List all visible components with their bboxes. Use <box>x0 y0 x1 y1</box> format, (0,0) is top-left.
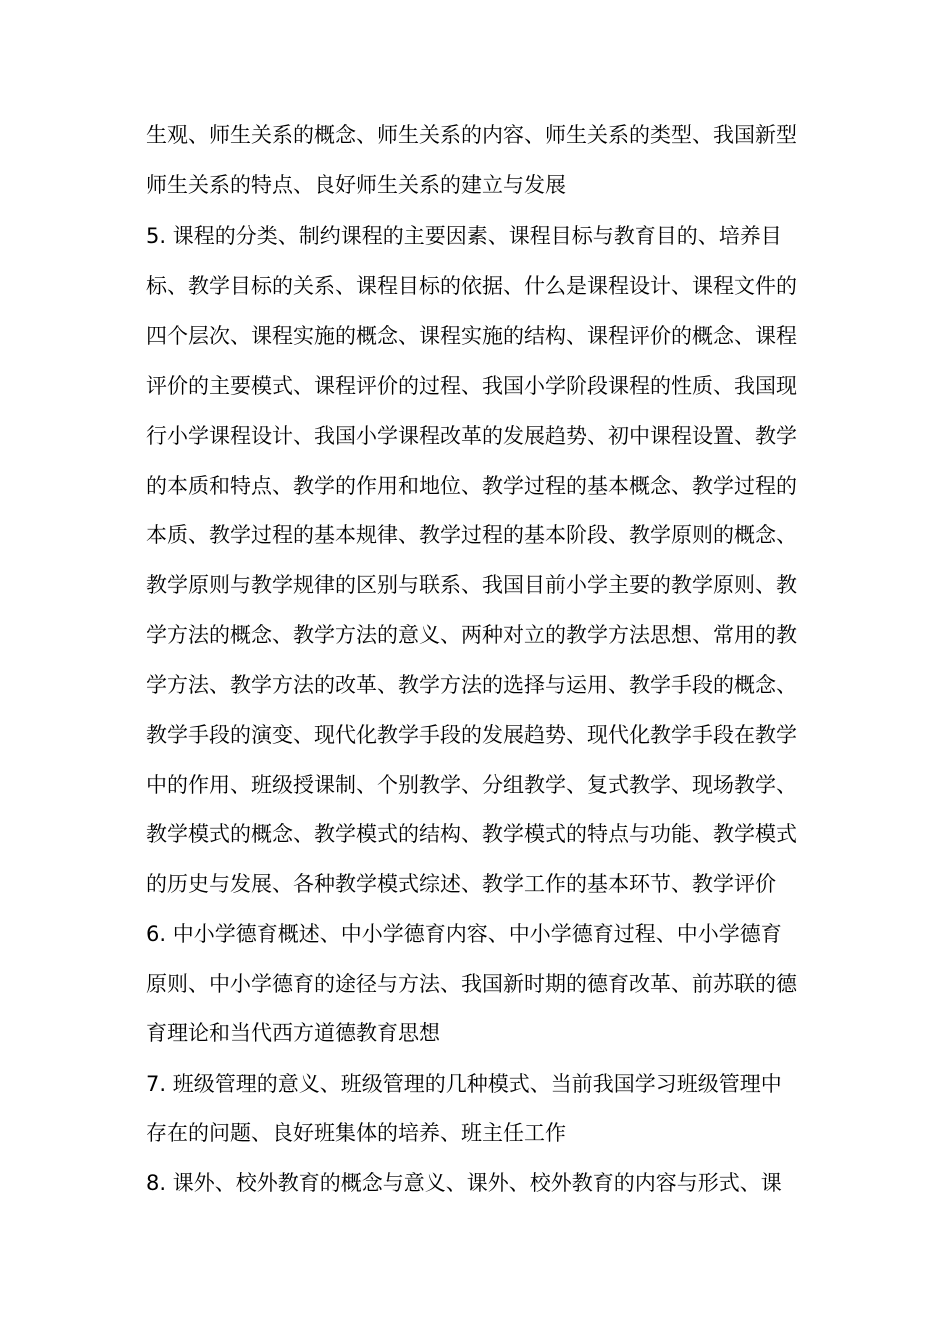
text-line: 7. 班级管理的意义、班级管理的几种模式、当前我国学习班级管理中 <box>146 1072 782 1096</box>
text-line: 的历史与发展、各种教学模式综述、教学工作的基本环节、教学评价 <box>146 872 776 896</box>
text-line: 8. 课外、校外教育的概念与意义、课外、校外教育的内容与形式、课 <box>146 1171 782 1195</box>
text-line: 教学原则与教学规律的区别与联系、我国目前小学主要的教学原则、教 <box>146 573 797 597</box>
text-line: 生观、师生关系的概念、师生关系的内容、师生关系的类型、我国新型 <box>146 123 797 147</box>
text-line: 的本质和特点、教学的作用和地位、教学过程的基本概念、教学过程的 <box>146 474 797 498</box>
text-line: 教学模式的概念、教学模式的结构、教学模式的特点与功能、教学模式 <box>146 822 797 846</box>
text-line: 学方法的概念、教学方法的意义、两种对立的教学方法思想、常用的教 <box>146 623 797 647</box>
text-line: 育理论和当代西方道德教育思想 <box>146 1021 440 1045</box>
text-line: 行小学课程设计、我国小学课程改革的发展趋势、初中课程设置、教学 <box>146 424 797 448</box>
text-line: 评价的主要模式、课程评价的过程、我国小学阶段课程的性质、我国现 <box>146 374 797 398</box>
text-line: 本质、教学过程的基本规律、教学过程的基本阶段、教学原则的概念、 <box>146 523 797 547</box>
text-line: 5. 课程的分类、制约课程的主要因素、课程目标与教育目的、培养目 <box>146 224 782 248</box>
text-line: 四个层次、课程实施的概念、课程实施的结构、课程评价的概念、课程 <box>146 324 797 348</box>
text-line: 标、教学目标的关系、课程目标的依据、什么是课程设计、课程文件的 <box>146 274 797 298</box>
text-line: 学方法、教学方法的改革、教学方法的选择与运用、教学手段的概念、 <box>146 673 797 697</box>
text-line: 教学手段的演变、现代化教学手段的发展趋势、现代化教学手段在教学 <box>146 723 797 747</box>
text-line: 原则、中小学德育的途径与方法、我国新时期的德育改革、前苏联的德 <box>146 972 797 996</box>
text-line: 中的作用、班级授课制、个别教学、分组教学、复式教学、现场教学、 <box>146 773 797 797</box>
text-line: 6. 中小学德育概述、中小学德育内容、中小学德育过程、中小学德育 <box>146 922 782 946</box>
text-line: 存在的问题、良好班集体的培养、班主任工作 <box>146 1121 566 1145</box>
text-line: 师生关系的特点、良好师生关系的建立与发展 <box>146 173 566 197</box>
